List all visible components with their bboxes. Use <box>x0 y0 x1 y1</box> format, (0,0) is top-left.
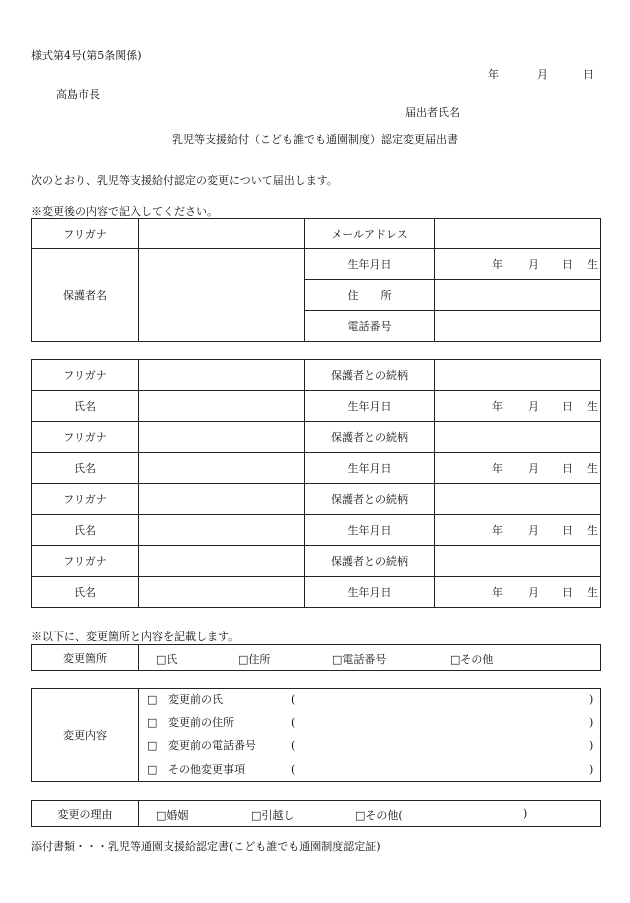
open-paren: ( <box>291 716 296 729</box>
child-name-input[interactable] <box>139 453 305 484</box>
change-content-table <box>31 688 601 782</box>
month-label: 月 <box>528 586 539 599</box>
item-label: 変更前の電話番号 <box>168 739 256 752</box>
child-birthdate-label: 生年月日 <box>305 391 435 422</box>
form-number: 様式第4号(第5条関係) <box>31 49 142 62</box>
note-changes: ※以下に、変更箇所と内容を記載します。 <box>31 630 240 643</box>
child-furigana-input[interactable] <box>139 484 305 515</box>
day-label: 日 <box>562 400 573 413</box>
year-label: 年 <box>492 400 503 413</box>
checkbox[interactable]: □ <box>147 763 158 776</box>
change-location-table <box>31 644 601 671</box>
child-name-label: 氏名 <box>32 577 139 608</box>
year-label: 年 <box>492 524 503 537</box>
child-relation-label: 保護者との続柄 <box>305 360 435 391</box>
reason-marriage-checkbox[interactable]: □婚姻 <box>156 809 189 822</box>
month-label: 月 <box>528 400 539 413</box>
guardian-birthdate-label: 生年月日 <box>305 249 435 280</box>
item-label: 変更前の住所 <box>168 716 234 729</box>
guardian-table <box>31 218 601 342</box>
date-month-label: 月 <box>537 68 548 81</box>
birth-label: 生 <box>587 524 598 537</box>
checkbox[interactable]: □ <box>147 693 158 706</box>
guardian-furigana-label: フリガナ <box>32 219 139 249</box>
guardian-address-label: 住 所 <box>305 280 435 311</box>
child-relation-label: 保護者との続柄 <box>305 422 435 453</box>
child-birthdate-label: 生年月日 <box>305 453 435 484</box>
change-item-address <box>139 711 600 735</box>
day-label: 日 <box>562 462 573 475</box>
birth-label: 生 <box>587 258 598 271</box>
child-relation-label: 保護者との続柄 <box>305 546 435 577</box>
child-furigana-label: フリガナ <box>32 422 139 453</box>
checkbox[interactable]: □ <box>147 739 158 752</box>
guardian-phone-label: 電話番号 <box>305 311 435 342</box>
day-label: 日 <box>562 258 573 271</box>
guardian-furigana-input[interactable] <box>139 219 305 249</box>
change-reason-table <box>31 800 601 827</box>
option-phone-checkbox[interactable]: □電話番号 <box>332 653 387 666</box>
applicant-name-label: 届出者氏名 <box>405 106 460 119</box>
month-label: 月 <box>528 258 539 271</box>
reason-moving-checkbox[interactable]: □引越し <box>251 809 295 822</box>
child-name-label: 氏名 <box>32 515 139 546</box>
guardian-name-input[interactable] <box>139 249 305 342</box>
children-table <box>31 359 601 608</box>
child-furigana-input[interactable] <box>139 360 305 391</box>
open-paren: ( <box>291 693 296 706</box>
guardian-email-input[interactable] <box>435 219 601 249</box>
child-name-input[interactable] <box>139 515 305 546</box>
year-label: 年 <box>492 462 503 475</box>
day-label: 日 <box>562 524 573 537</box>
addressee: 高島市長 <box>56 88 100 101</box>
birth-label: 生 <box>587 400 598 413</box>
change-content-items <box>139 689 601 782</box>
reason-other-checkbox[interactable]: □その他( <box>355 809 403 822</box>
child-name-input[interactable] <box>139 577 305 608</box>
change-reason-label: 変更の理由 <box>32 801 139 827</box>
checkbox[interactable]: □ <box>147 716 158 729</box>
option-name-checkbox[interactable]: □氏 <box>156 653 178 666</box>
child-furigana-label: フリガナ <box>32 546 139 577</box>
child-birthdate-input[interactable] <box>435 391 601 422</box>
change-item-other <box>139 758 600 782</box>
item-label: その他変更事項 <box>168 763 245 776</box>
month-label: 月 <box>528 462 539 475</box>
child-furigana-label: フリガナ <box>32 484 139 515</box>
guardian-phone-input[interactable] <box>435 311 601 342</box>
note-after-change: ※変更後の内容で記入してください。 <box>31 205 218 218</box>
child-birthdate-input[interactable] <box>435 577 601 608</box>
open-paren: ( <box>291 763 296 776</box>
birth-label: 生 <box>587 462 598 475</box>
birth-label: 生 <box>587 586 598 599</box>
child-birthdate-label: 生年月日 <box>305 515 435 546</box>
option-other-checkbox[interactable]: □その他 <box>450 653 494 666</box>
reason-other-close-paren: ) <box>523 807 528 820</box>
child-furigana-input[interactable] <box>139 546 305 577</box>
child-birthdate-label: 生年月日 <box>305 577 435 608</box>
close-paren: ) <box>589 716 594 729</box>
date-day-label: 日 <box>583 68 594 81</box>
child-name-label: 氏名 <box>32 391 139 422</box>
child-birthdate-input[interactable] <box>435 515 601 546</box>
item-label: 変更前の氏 <box>168 693 223 706</box>
guardian-address-input[interactable] <box>435 280 601 311</box>
child-relation-input[interactable] <box>435 546 601 577</box>
year-label: 年 <box>492 586 503 599</box>
change-item-phone <box>139 734 600 758</box>
change-content-label: 変更内容 <box>32 689 139 782</box>
open-paren: ( <box>291 739 296 752</box>
option-address-checkbox[interactable]: □住所 <box>238 653 271 666</box>
intro-text: 次のとおり、乳児等支援給付認定の変更について届出します。 <box>31 174 338 187</box>
day-label: 日 <box>562 586 573 599</box>
child-furigana-label: フリガナ <box>32 360 139 391</box>
child-relation-input[interactable] <box>435 360 601 391</box>
guardian-name-label: 保護者名 <box>32 249 139 342</box>
change-location-options <box>139 645 601 671</box>
close-paren: ) <box>589 693 594 706</box>
change-reason-options <box>139 801 601 827</box>
year-label: 年 <box>492 258 503 271</box>
child-name-label: 氏名 <box>32 453 139 484</box>
child-name-input[interactable] <box>139 391 305 422</box>
child-relation-input[interactable] <box>435 422 601 453</box>
close-paren: ) <box>589 763 594 776</box>
child-birthdate-input[interactable] <box>435 453 601 484</box>
child-furigana-input[interactable] <box>139 422 305 453</box>
close-paren: ) <box>589 739 594 752</box>
date-year-label: 年 <box>488 68 499 81</box>
month-label: 月 <box>528 524 539 537</box>
form-title: 乳児等支援給付（こども誰でも通園制度）認定変更届出書 <box>172 133 458 146</box>
child-relation-label: 保護者との続柄 <box>305 484 435 515</box>
change-item-name <box>139 688 600 712</box>
child-relation-input[interactable] <box>435 484 601 515</box>
change-location-label: 変更箇所 <box>32 645 139 671</box>
guardian-email-label: メールアドレス <box>305 219 435 249</box>
attachments-note: 添付書類・・・乳児等通園支援給認定書(こども誰でも通園制度認定証) <box>31 840 381 853</box>
guardian-birthdate-input[interactable] <box>435 249 601 280</box>
